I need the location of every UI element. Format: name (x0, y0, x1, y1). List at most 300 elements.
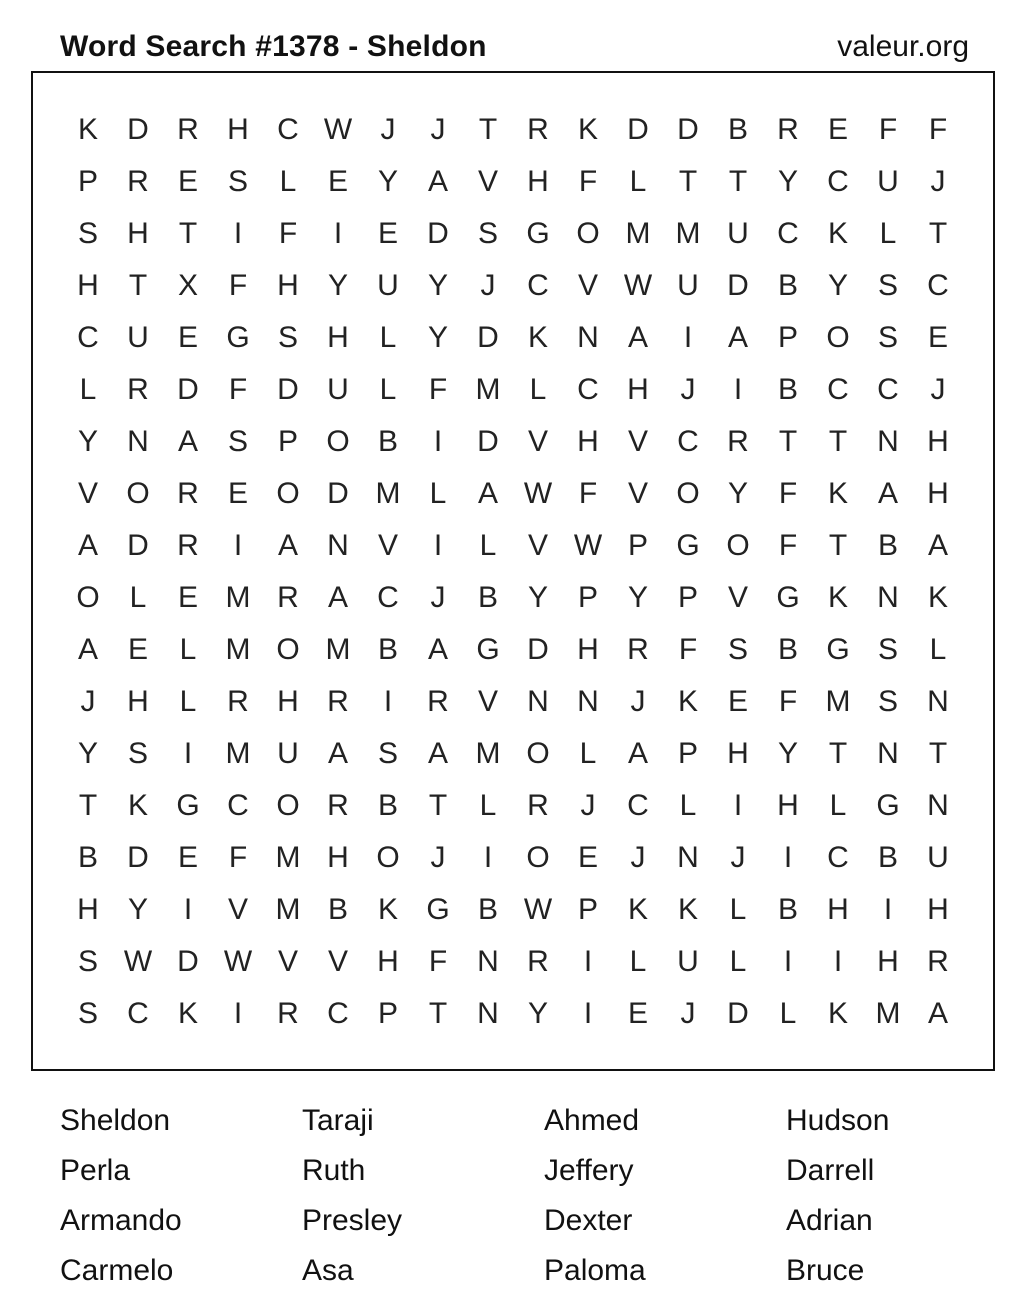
grid-cell[interactable]: J (430, 841, 446, 874)
grid-cell[interactable]: M (275, 841, 301, 874)
grid-cell[interactable]: O (826, 321, 850, 354)
grid-cell[interactable]: A (427, 165, 448, 198)
grid-cell[interactable]: U (677, 269, 699, 302)
grid-cell[interactable]: H (77, 269, 99, 302)
grid-cell[interactable]: E (577, 841, 598, 874)
grid-cell[interactable]: F (278, 217, 298, 250)
grid-cell[interactable]: S (727, 633, 748, 666)
grid-cell[interactable]: I (433, 425, 443, 458)
grid-cell[interactable]: W (523, 477, 553, 510)
grid-cell[interactable]: Y (527, 581, 548, 614)
grid-cell[interactable]: A (327, 737, 348, 770)
grid-cell[interactable]: D (177, 373, 199, 406)
grid-cell[interactable]: I (683, 321, 693, 354)
grid-cell[interactable]: Y (427, 321, 448, 354)
grid-cell[interactable]: C (827, 373, 849, 406)
grid-cell[interactable]: M (275, 893, 301, 926)
grid-cell[interactable]: H (927, 477, 949, 510)
grid-cell[interactable]: F (878, 113, 898, 146)
grid-cell[interactable]: H (927, 425, 949, 458)
grid-cell[interactable]: Y (777, 737, 798, 770)
grid-cell[interactable]: B (377, 789, 398, 822)
grid-cell[interactable]: K (127, 789, 148, 822)
grid-cell[interactable]: L (879, 217, 897, 250)
grid-cell[interactable]: P (777, 321, 798, 354)
grid-cell[interactable]: S (277, 321, 298, 354)
grid-cell[interactable]: R (127, 165, 149, 198)
grid-cell[interactable]: J (930, 165, 946, 198)
grid-cell[interactable]: I (333, 217, 343, 250)
grid-cell[interactable]: G (676, 529, 700, 562)
grid-cell[interactable]: I (883, 893, 893, 926)
grid-cell[interactable]: D (427, 217, 449, 250)
grid-cell[interactable]: C (327, 997, 349, 1030)
grid-cell[interactable]: D (727, 997, 749, 1030)
grid-cell[interactable]: F (928, 113, 948, 146)
grid-cell[interactable]: K (827, 581, 848, 614)
grid-cell[interactable]: E (177, 841, 198, 874)
grid-cell[interactable]: J (480, 269, 496, 302)
grid-cell[interactable]: O (276, 477, 300, 510)
grid-cell[interactable]: O (276, 789, 300, 822)
grid-cell[interactable]: U (277, 737, 299, 770)
grid-cell[interactable]: E (827, 113, 848, 146)
grid-cell[interactable]: D (527, 633, 549, 666)
grid-cell[interactable]: L (779, 997, 797, 1030)
grid-cell[interactable]: M (225, 581, 251, 614)
grid-cell[interactable]: B (377, 633, 398, 666)
grid-cell[interactable]: O (526, 737, 550, 770)
grid-cell[interactable]: A (927, 997, 948, 1030)
grid-cell[interactable]: H (727, 737, 749, 770)
grid-cell[interactable]: R (727, 425, 749, 458)
grid-cell[interactable]: E (227, 477, 248, 510)
grid-cell[interactable]: B (77, 841, 98, 874)
grid-cell[interactable]: U (127, 321, 149, 354)
grid-cell[interactable]: R (527, 945, 549, 978)
grid-cell[interactable]: A (177, 425, 198, 458)
grid-cell[interactable]: K (827, 217, 848, 250)
grid-cell[interactable]: A (77, 529, 98, 562)
grid-cell[interactable]: D (677, 113, 699, 146)
grid-cell[interactable]: O (676, 477, 700, 510)
grid-cell[interactable]: E (627, 997, 648, 1030)
grid-cell[interactable]: N (127, 425, 149, 458)
grid-cell[interactable]: V (277, 945, 298, 978)
grid-cell[interactable]: C (127, 997, 149, 1030)
grid-cell[interactable]: Y (77, 425, 98, 458)
grid-cell[interactable]: H (627, 373, 649, 406)
grid-cell[interactable]: I (233, 217, 243, 250)
grid-cell[interactable]: H (827, 893, 849, 926)
grid-cell[interactable]: V (577, 269, 598, 302)
grid-cell[interactable]: J (380, 113, 396, 146)
grid-cell[interactable]: E (727, 685, 748, 718)
grid-cell[interactable]: D (277, 373, 299, 406)
grid-cell[interactable]: J (930, 373, 946, 406)
grid-cell[interactable]: H (527, 165, 549, 198)
grid-cell[interactable]: H (927, 893, 949, 926)
grid-cell[interactable]: J (430, 581, 446, 614)
grid-cell[interactable]: N (477, 997, 499, 1030)
grid-cell[interactable]: G (776, 581, 800, 614)
grid-cell[interactable]: K (927, 581, 948, 614)
grid-cell[interactable]: J (630, 685, 646, 718)
grid-cell[interactable]: L (929, 633, 947, 666)
grid-cell[interactable]: F (578, 477, 598, 510)
grid-cell[interactable]: C (677, 425, 699, 458)
grid-cell[interactable]: C (877, 373, 899, 406)
grid-cell[interactable]: O (126, 477, 150, 510)
grid-cell[interactable]: R (327, 789, 349, 822)
grid-cell[interactable]: Y (427, 269, 448, 302)
grid-cell[interactable]: E (377, 217, 398, 250)
grid-cell[interactable]: C (377, 581, 399, 614)
grid-cell[interactable]: L (479, 789, 497, 822)
grid-cell[interactable]: I (233, 997, 243, 1030)
grid-cell[interactable]: V (227, 893, 248, 926)
grid-cell[interactable]: J (680, 997, 696, 1030)
grid-cell[interactable]: R (777, 113, 799, 146)
grid-cell[interactable]: Y (77, 737, 98, 770)
grid-cell[interactable]: B (777, 633, 798, 666)
grid-cell[interactable]: L (79, 373, 97, 406)
grid-cell[interactable]: B (377, 425, 398, 458)
grid-cell[interactable]: U (327, 373, 349, 406)
grid-cell[interactable]: N (927, 789, 949, 822)
grid-cell[interactable]: O (726, 529, 750, 562)
grid-cell[interactable]: G (826, 633, 850, 666)
grid-cell[interactable]: I (383, 685, 393, 718)
grid-cell[interactable]: P (77, 165, 98, 198)
grid-cell[interactable]: H (227, 113, 249, 146)
grid-cell[interactable]: I (783, 945, 793, 978)
grid-cell[interactable]: E (927, 321, 948, 354)
grid-cell[interactable]: O (276, 633, 300, 666)
grid-cell[interactable]: R (177, 113, 199, 146)
grid-cell[interactable]: V (477, 685, 498, 718)
grid-cell[interactable]: P (677, 737, 698, 770)
grid-cell[interactable]: M (225, 737, 251, 770)
grid-cell[interactable]: J (430, 113, 446, 146)
grid-cell[interactable]: Y (527, 997, 548, 1030)
grid-cell[interactable]: O (76, 581, 100, 614)
grid-cell[interactable]: R (527, 789, 549, 822)
grid-cell[interactable]: O (576, 217, 600, 250)
grid-cell[interactable]: I (183, 737, 193, 770)
grid-cell[interactable]: Y (827, 269, 848, 302)
grid-cell[interactable]: V (527, 425, 548, 458)
grid-cell[interactable]: Y (777, 165, 798, 198)
grid-cell[interactable]: L (629, 165, 647, 198)
grid-cell[interactable]: Y (627, 581, 648, 614)
grid-cell[interactable]: U (927, 841, 949, 874)
grid-cell[interactable]: D (127, 113, 149, 146)
grid-cell[interactable]: E (177, 165, 198, 198)
grid-cell[interactable]: T (728, 165, 748, 198)
grid-cell[interactable]: C (277, 113, 299, 146)
grid-cell[interactable]: N (927, 685, 949, 718)
grid-cell[interactable]: V (527, 529, 548, 562)
grid-cell[interactable]: I (483, 841, 493, 874)
grid-cell[interactable]: K (577, 113, 598, 146)
grid-cell[interactable]: L (179, 633, 197, 666)
grid-cell[interactable]: B (877, 529, 898, 562)
grid-cell[interactable]: L (579, 737, 597, 770)
grid-cell[interactable]: E (177, 321, 198, 354)
grid-cell[interactable]: T (778, 425, 798, 458)
grid-cell[interactable]: G (426, 893, 450, 926)
grid-cell[interactable]: N (677, 841, 699, 874)
grid-cell[interactable]: K (677, 893, 698, 926)
grid-cell[interactable]: C (777, 217, 799, 250)
grid-cell[interactable]: B (777, 373, 798, 406)
grid-cell[interactable]: A (927, 529, 948, 562)
grid-cell[interactable]: L (679, 789, 697, 822)
grid-cell[interactable]: P (577, 893, 598, 926)
grid-cell[interactable]: S (77, 217, 98, 250)
grid-cell[interactable]: F (778, 477, 798, 510)
grid-cell[interactable]: L (529, 373, 547, 406)
grid-cell[interactable]: K (627, 893, 648, 926)
grid-cell[interactable]: Y (127, 893, 148, 926)
grid-cell[interactable]: O (526, 841, 550, 874)
grid-cell[interactable]: P (627, 529, 648, 562)
grid-cell[interactable]: T (828, 737, 848, 770)
grid-cell[interactable]: H (127, 217, 149, 250)
grid-cell[interactable]: T (928, 217, 948, 250)
grid-cell[interactable]: G (476, 633, 500, 666)
grid-cell[interactable]: L (629, 945, 647, 978)
grid-cell[interactable]: A (77, 633, 98, 666)
grid-cell[interactable]: S (477, 217, 498, 250)
grid-cell[interactable]: F (578, 165, 598, 198)
grid-cell[interactable]: N (577, 321, 599, 354)
grid-cell[interactable]: D (177, 945, 199, 978)
grid-cell[interactable]: T (178, 217, 198, 250)
grid-cell[interactable]: N (477, 945, 499, 978)
grid-cell[interactable]: N (877, 425, 899, 458)
grid-cell[interactable]: U (727, 217, 749, 250)
grid-cell[interactable]: H (127, 685, 149, 718)
grid-cell[interactable]: C (527, 269, 549, 302)
grid-cell[interactable]: R (277, 997, 299, 1030)
grid-cell[interactable]: F (228, 269, 248, 302)
grid-cell[interactable]: B (777, 269, 798, 302)
grid-cell[interactable]: U (877, 165, 899, 198)
grid-cell[interactable]: M (825, 685, 851, 718)
grid-cell[interactable]: B (327, 893, 348, 926)
grid-cell[interactable]: H (877, 945, 899, 978)
grid-cell[interactable]: S (127, 737, 148, 770)
grid-cell[interactable]: G (176, 789, 200, 822)
grid-cell[interactable]: A (477, 477, 498, 510)
grid-cell[interactable]: T (928, 737, 948, 770)
grid-cell[interactable]: L (379, 321, 397, 354)
grid-cell[interactable]: W (223, 945, 253, 978)
grid-cell[interactable]: W (523, 893, 553, 926)
grid-cell[interactable]: L (479, 529, 497, 562)
grid-cell[interactable]: I (833, 945, 843, 978)
grid-cell[interactable]: R (327, 685, 349, 718)
grid-cell[interactable]: N (877, 581, 899, 614)
grid-cell[interactable]: K (177, 997, 198, 1030)
grid-cell[interactable]: A (327, 581, 348, 614)
grid-cell[interactable]: B (477, 893, 498, 926)
grid-cell[interactable]: C (577, 373, 599, 406)
grid-cell[interactable]: V (627, 425, 648, 458)
grid-cell[interactable]: E (127, 633, 148, 666)
grid-cell[interactable]: R (227, 685, 249, 718)
grid-cell[interactable]: J (630, 841, 646, 874)
grid-cell[interactable]: S (877, 269, 898, 302)
grid-cell[interactable]: D (727, 269, 749, 302)
grid-cell[interactable]: V (627, 477, 648, 510)
grid-cell[interactable]: H (277, 269, 299, 302)
grid-cell[interactable]: P (277, 425, 298, 458)
grid-cell[interactable]: F (428, 373, 448, 406)
grid-cell[interactable]: V (77, 477, 98, 510)
grid-cell[interactable]: F (778, 685, 798, 718)
grid-cell[interactable]: T (78, 789, 98, 822)
grid-cell[interactable]: Y (727, 477, 748, 510)
grid-cell[interactable]: L (179, 685, 197, 718)
grid-cell[interactable]: I (433, 529, 443, 562)
grid-cell[interactable]: R (527, 113, 549, 146)
grid-cell[interactable]: P (577, 581, 598, 614)
grid-cell[interactable]: R (277, 581, 299, 614)
grid-cell[interactable]: I (733, 789, 743, 822)
grid-cell[interactable]: S (377, 737, 398, 770)
grid-cell[interactable]: F (778, 529, 798, 562)
grid-cell[interactable]: B (877, 841, 898, 874)
grid-cell[interactable]: P (677, 581, 698, 614)
grid-cell[interactable]: M (325, 633, 351, 666)
grid-cell[interactable]: O (326, 425, 350, 458)
grid-cell[interactable]: N (577, 685, 599, 718)
grid-cell[interactable]: Y (377, 165, 398, 198)
grid-cell[interactable]: M (375, 477, 401, 510)
grid-cell[interactable]: R (627, 633, 649, 666)
grid-cell[interactable]: D (127, 529, 149, 562)
grid-cell[interactable]: V (727, 581, 748, 614)
grid-cell[interactable]: I (583, 997, 593, 1030)
grid-cell[interactable]: G (876, 789, 900, 822)
grid-cell[interactable]: R (127, 373, 149, 406)
grid-cell[interactable]: S (77, 997, 98, 1030)
grid-cell[interactable]: W (573, 529, 603, 562)
grid-cell[interactable]: A (727, 321, 748, 354)
grid-cell[interactable]: R (927, 945, 949, 978)
grid-cell[interactable]: L (379, 373, 397, 406)
grid-cell[interactable]: D (477, 425, 499, 458)
grid-cell[interactable]: J (730, 841, 746, 874)
grid-cell[interactable]: T (828, 425, 848, 458)
grid-cell[interactable]: J (680, 373, 696, 406)
grid-cell[interactable]: M (675, 217, 701, 250)
grid-cell[interactable]: I (733, 373, 743, 406)
grid-cell[interactable]: F (428, 945, 448, 978)
grid-cell[interactable]: D (327, 477, 349, 510)
grid-cell[interactable]: V (327, 945, 348, 978)
grid-cell[interactable]: I (783, 841, 793, 874)
grid-cell[interactable]: H (377, 945, 399, 978)
grid-cell[interactable]: C (827, 165, 849, 198)
grid-cell[interactable]: A (427, 633, 448, 666)
grid-cell[interactable]: G (526, 217, 550, 250)
grid-cell[interactable]: M (875, 997, 901, 1030)
grid-cell[interactable]: J (580, 789, 596, 822)
grid-cell[interactable]: L (729, 945, 747, 978)
grid-cell[interactable]: D (127, 841, 149, 874)
grid-cell[interactable]: S (227, 165, 248, 198)
grid-cell[interactable]: H (277, 685, 299, 718)
grid-cell[interactable]: L (429, 477, 447, 510)
grid-cell[interactable]: C (227, 789, 249, 822)
grid-cell[interactable]: L (279, 165, 297, 198)
grid-cell[interactable]: C (927, 269, 949, 302)
grid-cell[interactable]: C (77, 321, 99, 354)
grid-cell[interactable]: A (627, 321, 648, 354)
grid-cell[interactable]: H (577, 425, 599, 458)
grid-cell[interactable]: B (727, 113, 748, 146)
grid-cell[interactable]: N (327, 529, 349, 562)
grid-cell[interactable]: C (627, 789, 649, 822)
grid-cell[interactable]: M (475, 373, 501, 406)
grid-cell[interactable]: H (327, 841, 349, 874)
grid-cell[interactable]: T (828, 529, 848, 562)
grid-cell[interactable]: D (477, 321, 499, 354)
grid-cell[interactable]: U (677, 945, 699, 978)
grid-cell[interactable]: B (477, 581, 498, 614)
grid-cell[interactable]: Y (327, 269, 348, 302)
grid-cell[interactable]: K (377, 893, 398, 926)
grid-cell[interactable]: E (177, 581, 198, 614)
grid-cell[interactable]: L (129, 581, 147, 614)
grid-cell[interactable]: K (77, 113, 98, 146)
grid-cell[interactable]: A (277, 529, 298, 562)
grid-cell[interactable]: T (478, 113, 498, 146)
grid-cell[interactable]: B (777, 893, 798, 926)
grid-cell[interactable]: K (527, 321, 548, 354)
grid-cell[interactable]: V (377, 529, 398, 562)
grid-cell[interactable]: S (877, 633, 898, 666)
grid-cell[interactable]: M (225, 633, 251, 666)
grid-cell[interactable]: N (527, 685, 549, 718)
grid-cell[interactable]: H (577, 633, 599, 666)
grid-cell[interactable]: K (677, 685, 698, 718)
grid-cell[interactable]: C (827, 841, 849, 874)
grid-cell[interactable]: F (228, 373, 248, 406)
grid-cell[interactable]: S (77, 945, 98, 978)
grid-cell[interactable]: R (177, 529, 199, 562)
grid-cell[interactable]: T (678, 165, 698, 198)
grid-cell[interactable]: K (827, 477, 848, 510)
grid-cell[interactable]: S (877, 321, 898, 354)
grid-cell[interactable]: I (233, 529, 243, 562)
grid-cell[interactable]: X (177, 269, 198, 302)
grid-cell[interactable]: A (627, 737, 648, 770)
grid-cell[interactable]: G (226, 321, 250, 354)
grid-cell[interactable]: I (583, 945, 593, 978)
grid-cell[interactable]: T (428, 997, 448, 1030)
grid-cell[interactable]: S (227, 425, 248, 458)
grid-cell[interactable]: H (77, 893, 99, 926)
grid-cell[interactable]: L (829, 789, 847, 822)
grid-cell[interactable]: K (827, 997, 848, 1030)
grid-cell[interactable]: F (228, 841, 248, 874)
grid-cell[interactable]: U (377, 269, 399, 302)
